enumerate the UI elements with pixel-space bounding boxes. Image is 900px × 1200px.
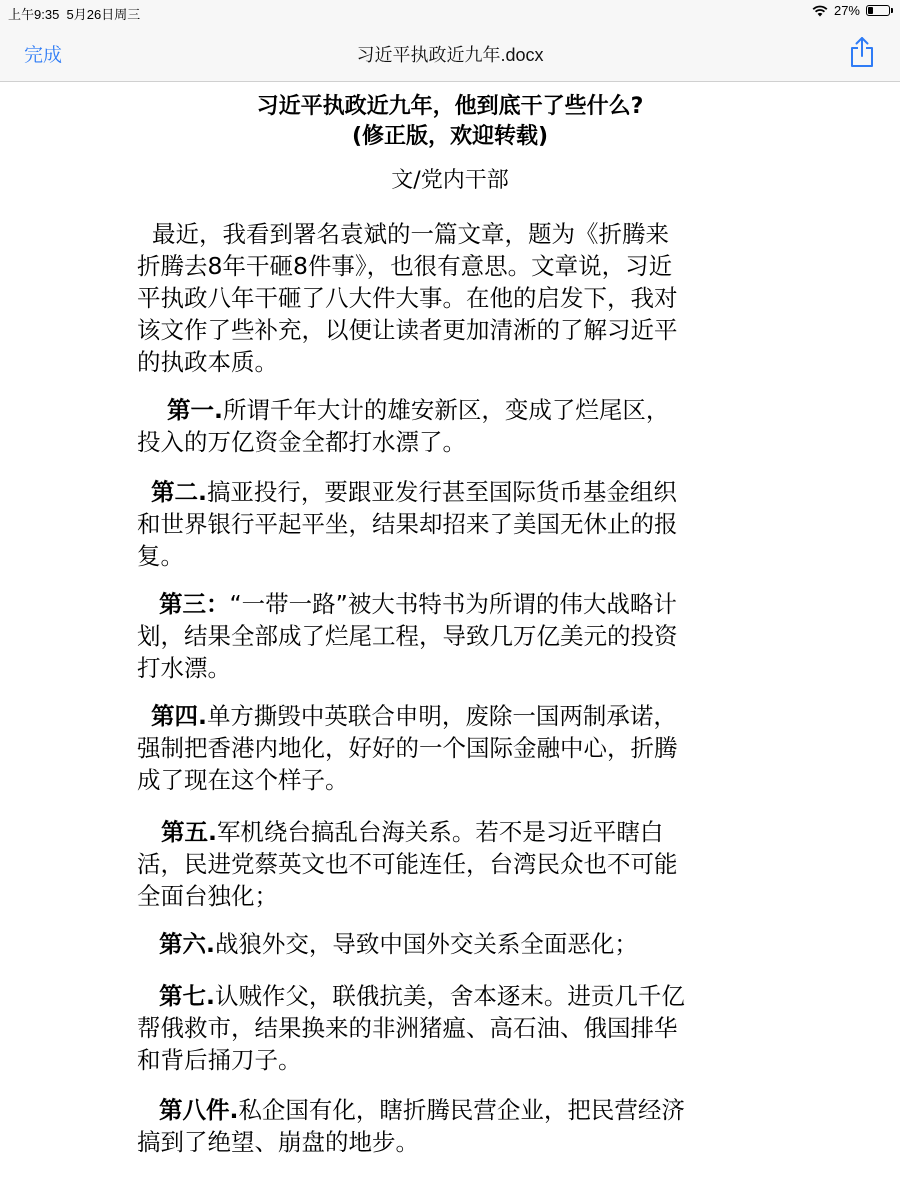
battery-percent: 27%: [833, 3, 860, 18]
document-view[interactable]: [0, 82, 900, 1200]
item-line: 打水漂。: [137, 654, 231, 682]
share-icon[interactable]: [848, 36, 876, 68]
battery-fill: [868, 7, 873, 14]
item-line: 认贼作父，联俄抗美，舍本逐末。进贡几千亿: [214, 982, 685, 1010]
item-line: 全面台独化；: [137, 882, 278, 910]
battery-icon: [866, 5, 890, 16]
item-line: 投入的万亿资金全都打水漂了。: [137, 428, 466, 456]
intro-paragraph: [137, 218, 777, 378]
item-line: 单方撕毁中英联合申明，废除一国两制承诺，: [206, 702, 677, 730]
wifi-icon: [812, 5, 828, 17]
intro-line: 平执政八年干砸了八大件大事。在他的启发下，我对: [137, 284, 678, 312]
item-2: [137, 476, 777, 572]
item-line: 划，结果全部成了烂尾工程，导致几万亿美元的投资: [137, 622, 678, 650]
item-line: 活，民进党蔡英文也不可能连任，台湾民众也不可能: [137, 850, 678, 878]
item-3: [137, 588, 777, 684]
item-line: 所谓千年大计的雄安新区，变成了烂尾区，: [222, 396, 670, 424]
item-line: 成了现在这个样子。: [137, 766, 349, 794]
item-line: “一带一路”被大书特书为所谓的伟大战略计: [229, 590, 677, 618]
item-4: [137, 700, 777, 796]
item-label: 第二.: [151, 478, 207, 506]
item-line: 和世界银行平起平坐，结果却招来了美国无休止的报: [137, 510, 678, 538]
heading-line-1: 习近平执政近九年，他到底干了些什么?: [256, 94, 644, 119]
item-line: 搞亚投行，要跟亚发行甚至国际货币基金组织: [206, 478, 677, 506]
item-6: [137, 928, 777, 960]
nav-bar: [0, 24, 900, 82]
status-clock: 上午9:35: [8, 7, 60, 22]
item-label: 第八件.: [159, 1096, 239, 1124]
item-8: [137, 1094, 777, 1158]
item-line: 复。: [137, 542, 184, 570]
item-label: 第五.: [161, 818, 217, 846]
item-label: 第七.: [159, 982, 215, 1010]
item-line: 战狼外交，导致中国外交关系全面恶化；: [214, 930, 638, 958]
intro-line: 折腾去8年干砸8件事》，也很有意思。文章说，习近: [137, 252, 673, 280]
heading-line-2: (修正版，欢迎转载): [351, 124, 549, 149]
item-label: 第一.: [167, 396, 223, 424]
item-label: 第六.: [159, 930, 215, 958]
item-line: 帮俄救市，结果换来的非洲猪瘟、高石油、俄国排华: [137, 1014, 678, 1042]
article-byline: 文/党内干部: [391, 168, 509, 193]
status-indicators: [812, 3, 890, 18]
done-button[interactable]: 完成: [24, 45, 63, 66]
item-7: [137, 980, 777, 1076]
intro-line: 的执政本质。: [137, 348, 278, 376]
item-5: [137, 816, 777, 912]
status-date: 5月26日周三: [66, 7, 141, 22]
item-label: 第四.: [151, 702, 207, 730]
status-time: [8, 4, 140, 23]
item-1: [137, 394, 777, 458]
item-line: 搞到了绝望、崩盘的地步。: [137, 1128, 419, 1156]
intro-line: 该文作了些补充，以便让读者更加清淅的了解习近平: [137, 316, 678, 344]
item-line: 军机绕台搞乱台海关系。若不是习近平瞎白: [216, 818, 664, 846]
article-heading: [0, 92, 900, 152]
item-line: 和背后捅刀子。: [137, 1046, 302, 1074]
document-title: 习近平执政近九年.docx: [356, 45, 544, 65]
status-bar: [0, 0, 900, 24]
item-label: 第三：: [159, 590, 230, 618]
item-line: 强制把香港内地化，好好的一个国际金融中心，折腾: [137, 734, 678, 762]
intro-line: 最近，我看到署名袁斌的一篇文章，题为《折腾来: [137, 220, 669, 248]
item-line: 私企国有化，瞎折腾民营企业，把民营经济: [238, 1096, 685, 1124]
